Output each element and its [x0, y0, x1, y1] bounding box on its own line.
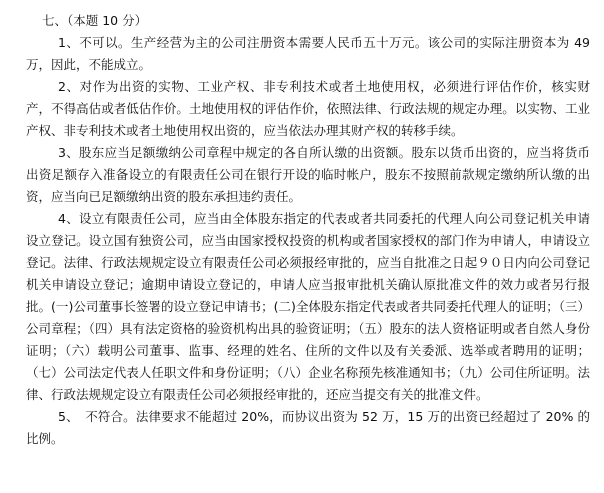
answer-paragraph-5: 5、 不符合。法律要求不能超过 20%，而协议出资为 52 万，15 万的出资已经超过了 20% 的比例。 [26, 409, 590, 446]
answer-paragraph-3: 3、股东应当足额缴纳公司章程中规定的各自所认缴的出资额。股东以货币出资的，应当将货币出资足额存入准备设立的有限责任公司在银行开设的临时帐户，股东不按照前款规定缴纳所认缴的出资，应当向已足额缴纳出资的股东承担违约责任。 [26, 145, 590, 204]
answer-paragraph-2: 2、对作为出资的实物、工业产权、非专利技术或者土地使用权，必须进行评估作价，核实财产，不得高估或者低估作价。土地使用权的评估作价，依照法律、行政法规的规定办理。以实物、工业产权、非专利技术或者土地使用权出资的，应当依法办理其财产权的转移手续。 [26, 79, 590, 138]
answer-paragraph-4: 4、设立有限责任公司，应当由全体股东指定的代表或者共同委托的代理人向公司登记机关申请设立登记。设立国有独资公司，应当由国家授权投资的机构或者国家授权的部门作为申请人，申请设立登记。法律、行政法规规定设立有限责任公司必须报经审批的，应当自批准之日起９０日内向公司登记机关申请设立登记；逾期申请设立登记的，申请人应当报审批机关确认原批准文件的效力或者另行报批。(一)公司董事长签署的设立登记申请书；(二)全体股东指定代表或者共同委托代理人的证明；（三）公司章程；（四）具有法定资格的验资机构出具的验资证明；（五）股东的法人资格证明或者自然人身份证明；（六）载明公司董事、监事、经理的姓名、住所的文件以及有关委派、选举或者聘用的证明；（七）公司法定代表人任职文件和身份证明；（八）企业名称预先核准通知书；（九）公司住所证明。法律、行政法规规定设立有限责任公司必须报经审批的，还应当提交有关的批准文件。 [26, 211, 590, 402]
answer-paragraph-1: 1、不可以。生产经营为主的公司注册资本需要人民币五十万元。该公司的实际注册资本为 49 万，因此，不能成立。 [26, 35, 590, 72]
section-heading: 七、（本题 10 分） [42, 13, 148, 28]
